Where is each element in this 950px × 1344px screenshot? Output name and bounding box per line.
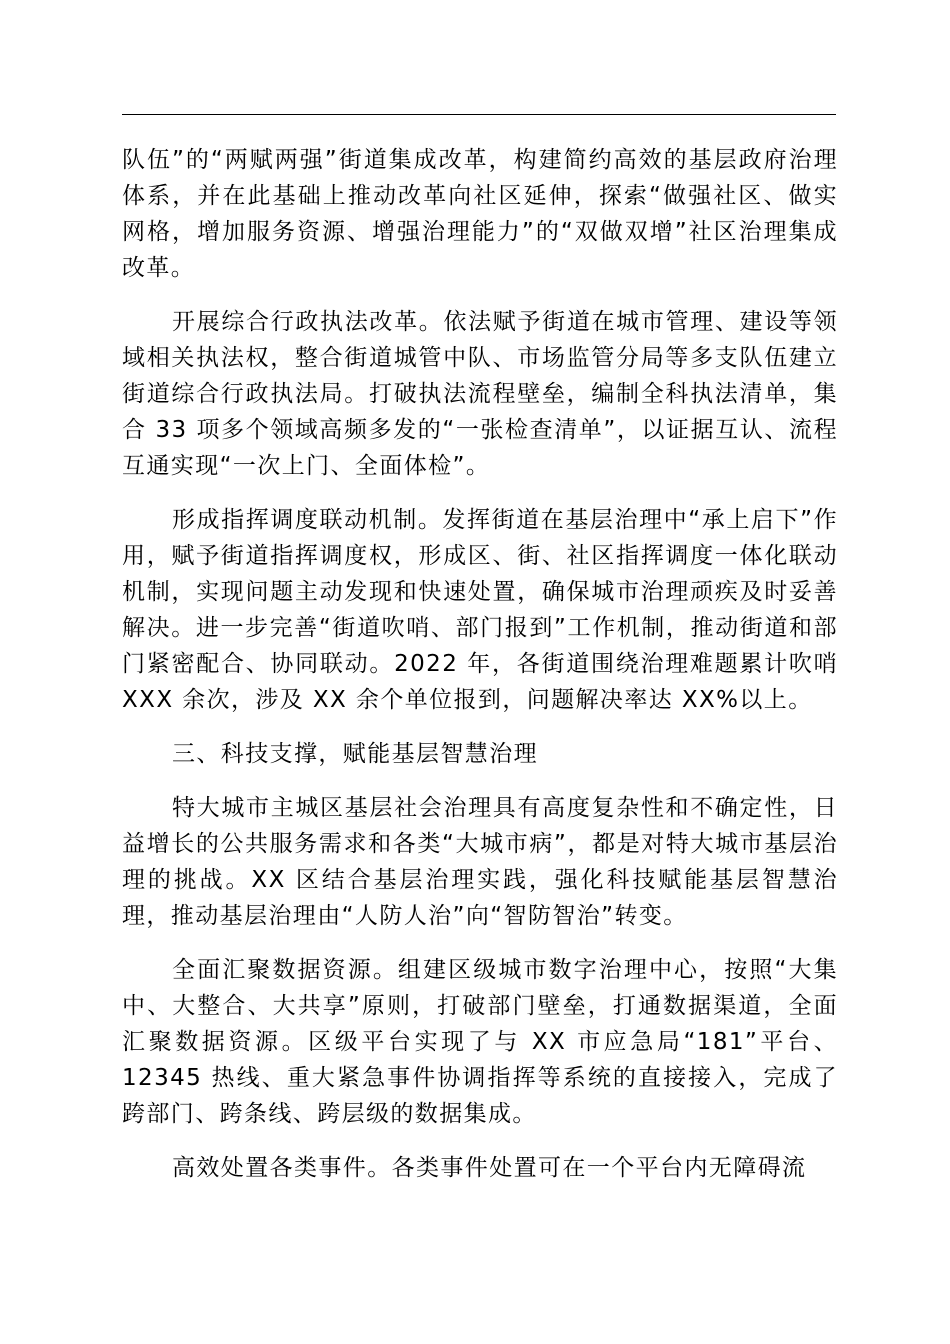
section-heading: 三、科技支撑，赋能基层智慧治理 xyxy=(172,741,538,767)
paragraph-tech-support: 特大城市主城区基层社会治理具有高度复杂性和不确定性，日益增长的公共服务需求和各类“大城市病”，都是对特大城市基层治理的挑战。XX 区结合基层治理实践，强化科技赋能基层智慧治理，推动基层治理由“人防人治”向“智防智治”转变。 xyxy=(122,795,838,929)
paragraph-continuation: 队伍”的“两赋两强”街道集成改革，构建简约高效的基层政府治理体系，并在此基础上推动改革向社区延伸，探索“做强社区、做实网格，增加服务资源、增强治理能力”的“双做双增”社区治理集成改革。 xyxy=(122,147,838,281)
document-body xyxy=(122,142,838,1204)
paragraph-event-handling: 高效处置各类事件。各类事件处置可在一个平台内无障碍流 xyxy=(172,1155,807,1181)
paragraph-data-resources: 全面汇聚数据资源。组建区级城市数字治理中心，按照“大集中、大整合、大共享”原则，打破部门壁垒，打通数据渠道，全面汇聚数据资源。区级平台实现了与 XX 市应急局“181”平台、12345 热线、重大紧急事件协调指挥等系统的直接接入，完成了跨部门、跨条线、跨层级的数据集成。 xyxy=(122,957,838,1127)
header-rule xyxy=(122,114,836,115)
paragraph-law-enforcement-reform: 开展综合行政执法改革。依法赋予街道在城市管理、建设等领域相关执法权，整合街道城管中队、市场监管分局等多支队伍建立街道综合行政执法局。打破执法流程壁垒，编制全科执法清单，集合 33 项多个领域高频多发的“一张检查清单”，以证据互认、流程互通实现“一次上门、全面体检”。 xyxy=(122,309,838,479)
paragraph-command-dispatch: 形成指挥调度联动机制。发挥街道在基层治理中“承上启下”作用，赋予街道指挥调度权，形成区、街、社区指挥调度一体化联动机制，实现问题主动发现和快速处置，确保城市治理顽疾及时妥善解决。进一步完善“街道吹哨、部门报到”工作机制，推动街道和部门紧密配合、协同联动。2022 年，各街道围绕治理难题累计吹哨 XXX 余次，涉及 XX 余个单位报到，问题解决率达 XX%以上。 xyxy=(122,507,838,713)
